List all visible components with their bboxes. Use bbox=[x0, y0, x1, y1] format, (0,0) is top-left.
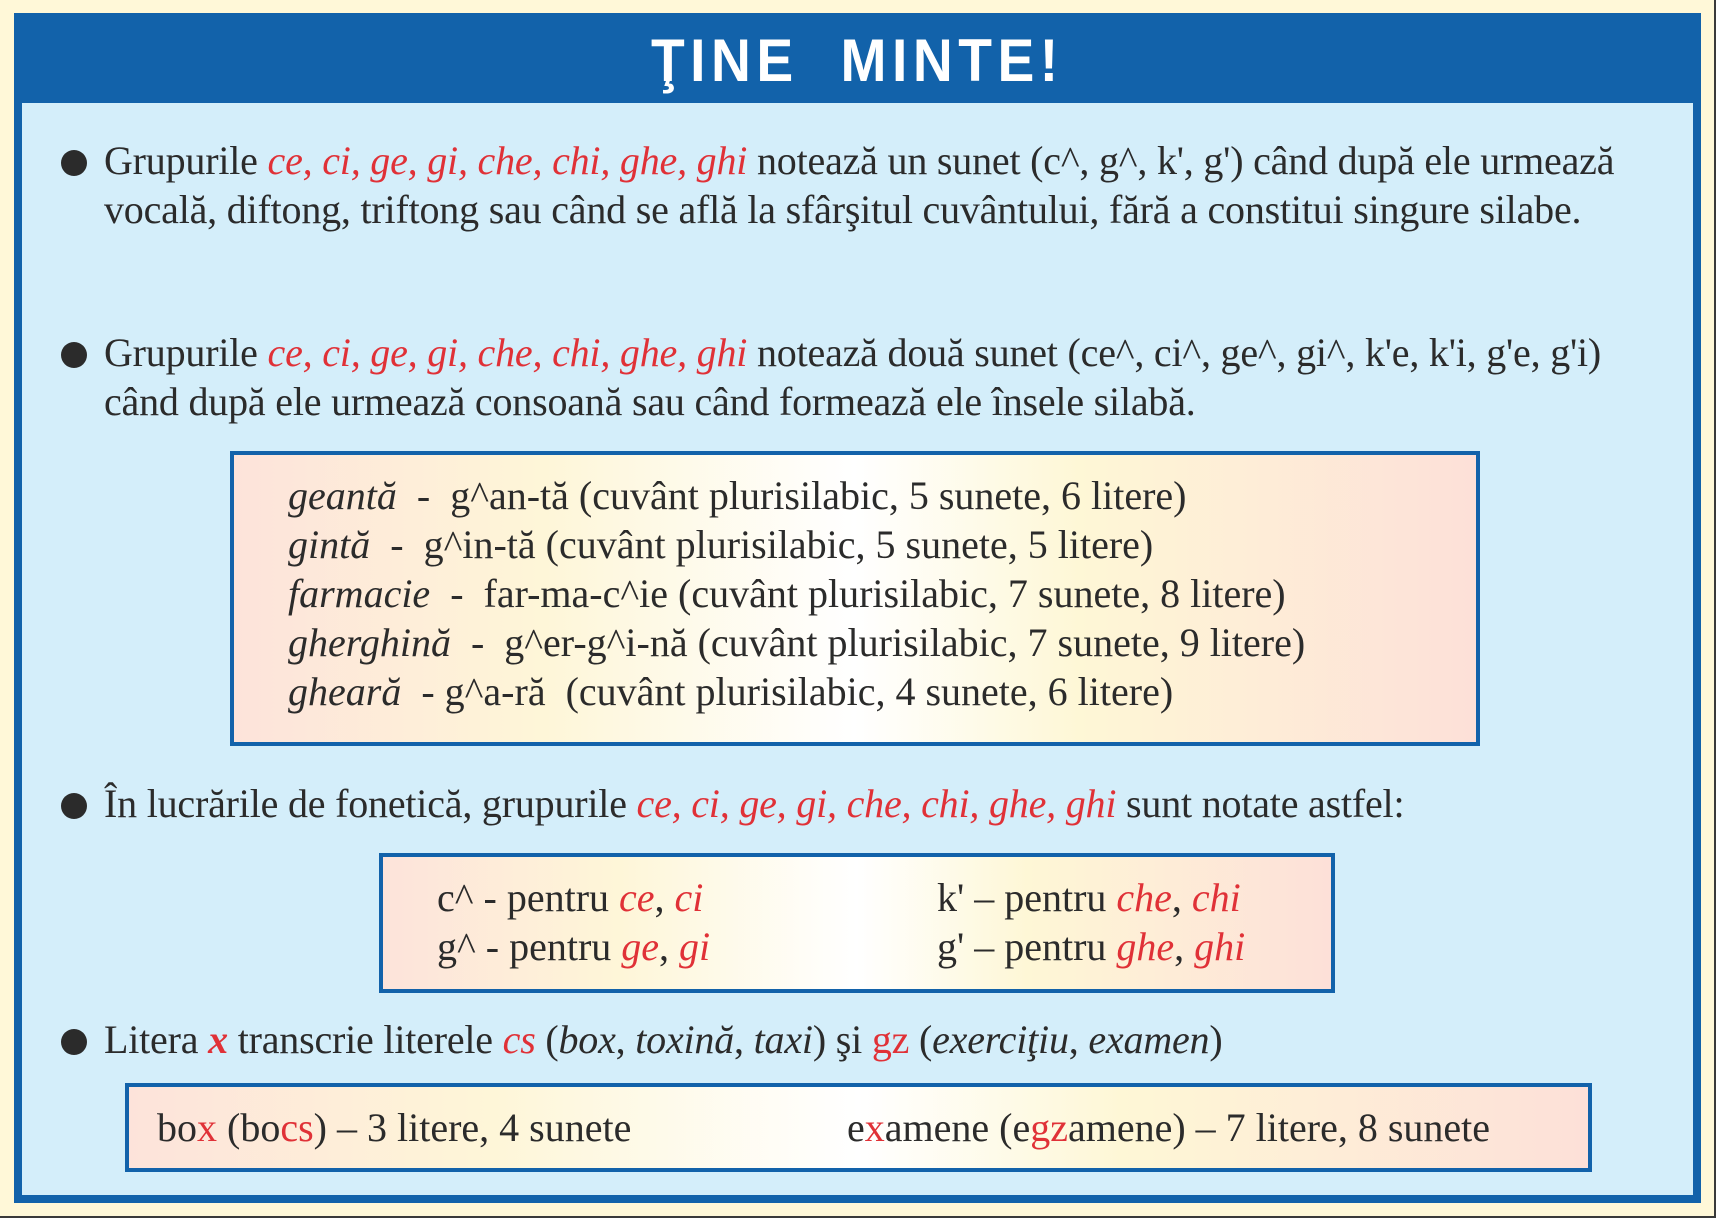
example-word: gheară bbox=[288, 669, 402, 714]
notation-group: chi bbox=[1191, 875, 1241, 920]
comma: , bbox=[615, 1017, 636, 1062]
letters-cs: cs bbox=[502, 1017, 536, 1062]
bullet-text-part: ( bbox=[535, 1017, 559, 1062]
text-part: amene (e bbox=[884, 1105, 1031, 1150]
comma: , bbox=[1174, 924, 1195, 969]
notation-row bbox=[937, 873, 1245, 922]
notation-row bbox=[437, 922, 937, 971]
examples-box bbox=[230, 451, 1480, 746]
example-word: taxi bbox=[753, 1017, 813, 1062]
bullet-rest: sunt notate astfel: bbox=[1116, 781, 1405, 826]
example-word: gintă bbox=[288, 522, 371, 567]
example-row bbox=[288, 667, 1476, 716]
highlight-letters: cs bbox=[280, 1105, 314, 1150]
x-example-right bbox=[847, 1103, 1490, 1152]
bullet-lead: Grupurile bbox=[104, 138, 268, 183]
notation-col-right bbox=[937, 873, 1245, 971]
example-detail: g^in-tă (cuvânt plurisilabic, 5 sunete, 5 litere) bbox=[423, 522, 1154, 567]
letter-groups: ce, ci, ge, gi, che, chi, ghe, ghi bbox=[636, 781, 1117, 826]
bullet-lead: Grupurile bbox=[104, 330, 268, 375]
example-detail: g^er-g^i-nă (cuvânt plurisilabic, 7 sunete, 9 litere) bbox=[504, 620, 1306, 665]
letters-gz: gz bbox=[871, 1017, 910, 1062]
page-title: ŢINE MINTE! bbox=[651, 26, 1064, 94]
rule-bullet-4 bbox=[61, 1015, 1681, 1064]
example-row bbox=[288, 618, 1476, 667]
notation-group: ce bbox=[619, 875, 655, 920]
example-word: examen bbox=[1088, 1017, 1210, 1062]
example-detail: g^an-tă (cuvânt plurisilabic, 5 sunete, 6 litere) bbox=[450, 473, 1187, 518]
bullet-text-part: ( bbox=[909, 1017, 933, 1062]
example-word: toxină bbox=[635, 1017, 735, 1062]
example-row bbox=[288, 569, 1476, 618]
rule-bullet-2 bbox=[61, 328, 1681, 426]
example-row bbox=[288, 471, 1476, 520]
comma: , bbox=[1068, 1017, 1089, 1062]
bullet-text-part: ) bbox=[1209, 1017, 1223, 1062]
notation-group: ghi bbox=[1194, 924, 1246, 969]
bullet-lead: Litera bbox=[104, 1017, 209, 1062]
notation-group: ci bbox=[674, 875, 704, 920]
bullet-dot-icon bbox=[61, 342, 87, 368]
notation-col-left bbox=[437, 873, 937, 971]
notation-symbol: c^ - pentru bbox=[437, 875, 620, 920]
highlight-letter: x bbox=[197, 1105, 217, 1150]
letter-x: x bbox=[208, 1017, 228, 1062]
example-word: farmacie bbox=[288, 571, 431, 616]
text-part: ) – 3 litere, 4 sunete bbox=[313, 1105, 632, 1150]
example-word: box bbox=[558, 1017, 616, 1062]
bullet-rest: notează un sunet (c^, g^, k', g') când după ele urmează vocală, diftong, triftong sau când se află la sfârşitul cuvântului, fără a constitui singure silabe. bbox=[104, 138, 1615, 232]
comma: , bbox=[659, 924, 680, 969]
example-word: exerciţiu bbox=[932, 1017, 1069, 1062]
bullet-dot-icon bbox=[61, 1029, 87, 1055]
highlight-letter: x bbox=[864, 1105, 885, 1150]
notation-group: che bbox=[1116, 875, 1172, 920]
example-detail: far-ma-c^ie (cuvânt plurisilabic, 7 sunete, 8 litere) bbox=[483, 571, 1286, 616]
bullet-dot-icon bbox=[61, 150, 87, 176]
title-band bbox=[14, 13, 1701, 103]
text-part: bo bbox=[157, 1105, 197, 1150]
comma: , bbox=[654, 875, 675, 920]
notation-group: ge bbox=[621, 924, 660, 969]
bullet-rest: notează două sunet (ce^, ci^, ge^, gi^, k'e, k'i, g'e, g'i) când după ele urmează consoană sau când formează ele însele silabă. bbox=[104, 330, 1602, 424]
rule-card-frame bbox=[14, 13, 1701, 1203]
bullet-text bbox=[104, 1015, 1681, 1064]
x-examples-grid bbox=[157, 1103, 1588, 1152]
bullet-text bbox=[104, 328, 1681, 426]
notation-symbol: k' – pentru bbox=[937, 875, 1117, 920]
rule-bullet-1 bbox=[61, 136, 1681, 234]
example-detail: g^a-ră (cuvânt plurisilabic, 4 sunete, 6 litere) bbox=[444, 669, 1174, 714]
notation-group: ghe bbox=[1116, 924, 1175, 969]
notation-group: gi bbox=[679, 924, 711, 969]
rule-bullet-3 bbox=[61, 779, 1681, 828]
text-part: amene) – 7 litere, 8 sunete bbox=[1067, 1105, 1491, 1150]
text-part: (bo bbox=[217, 1105, 281, 1150]
notation-box bbox=[379, 853, 1335, 993]
text-part: e bbox=[847, 1105, 865, 1150]
example-sep: - bbox=[401, 669, 445, 714]
bullet-text-part: ) şi bbox=[812, 1017, 872, 1062]
example-row bbox=[288, 520, 1476, 569]
notation-symbol: g' – pentru bbox=[937, 924, 1117, 969]
content-panel bbox=[22, 103, 1693, 1195]
notation-row bbox=[437, 873, 937, 922]
bullet-text-part: transcrie literele bbox=[227, 1017, 503, 1062]
notation-symbol: g^ - pentru bbox=[437, 924, 622, 969]
letter-groups: ce, ci, ge, gi, che, chi, ghe, ghi bbox=[267, 330, 748, 375]
example-word: gherghină bbox=[288, 620, 451, 665]
example-sep: - bbox=[396, 473, 451, 518]
example-sep: - bbox=[450, 620, 505, 665]
example-sep: - bbox=[370, 522, 424, 567]
x-examples-box bbox=[125, 1083, 1592, 1172]
bullet-text bbox=[104, 136, 1681, 234]
example-sep: - bbox=[430, 571, 484, 616]
notation-row bbox=[937, 922, 1245, 971]
x-example-left bbox=[157, 1103, 847, 1152]
comma: , bbox=[1171, 875, 1192, 920]
letter-groups: ce, ci, ge, gi, che, chi, ghe, ghi bbox=[267, 138, 748, 183]
example-word: geantă bbox=[288, 473, 397, 518]
notation-grid bbox=[437, 873, 1331, 971]
comma: , bbox=[734, 1017, 754, 1062]
bullet-text bbox=[104, 779, 1681, 828]
highlight-letters: gz bbox=[1030, 1105, 1068, 1150]
bullet-dot-icon bbox=[61, 793, 87, 819]
bullet-lead: În lucrările de fonetică, grupurile bbox=[104, 781, 637, 826]
